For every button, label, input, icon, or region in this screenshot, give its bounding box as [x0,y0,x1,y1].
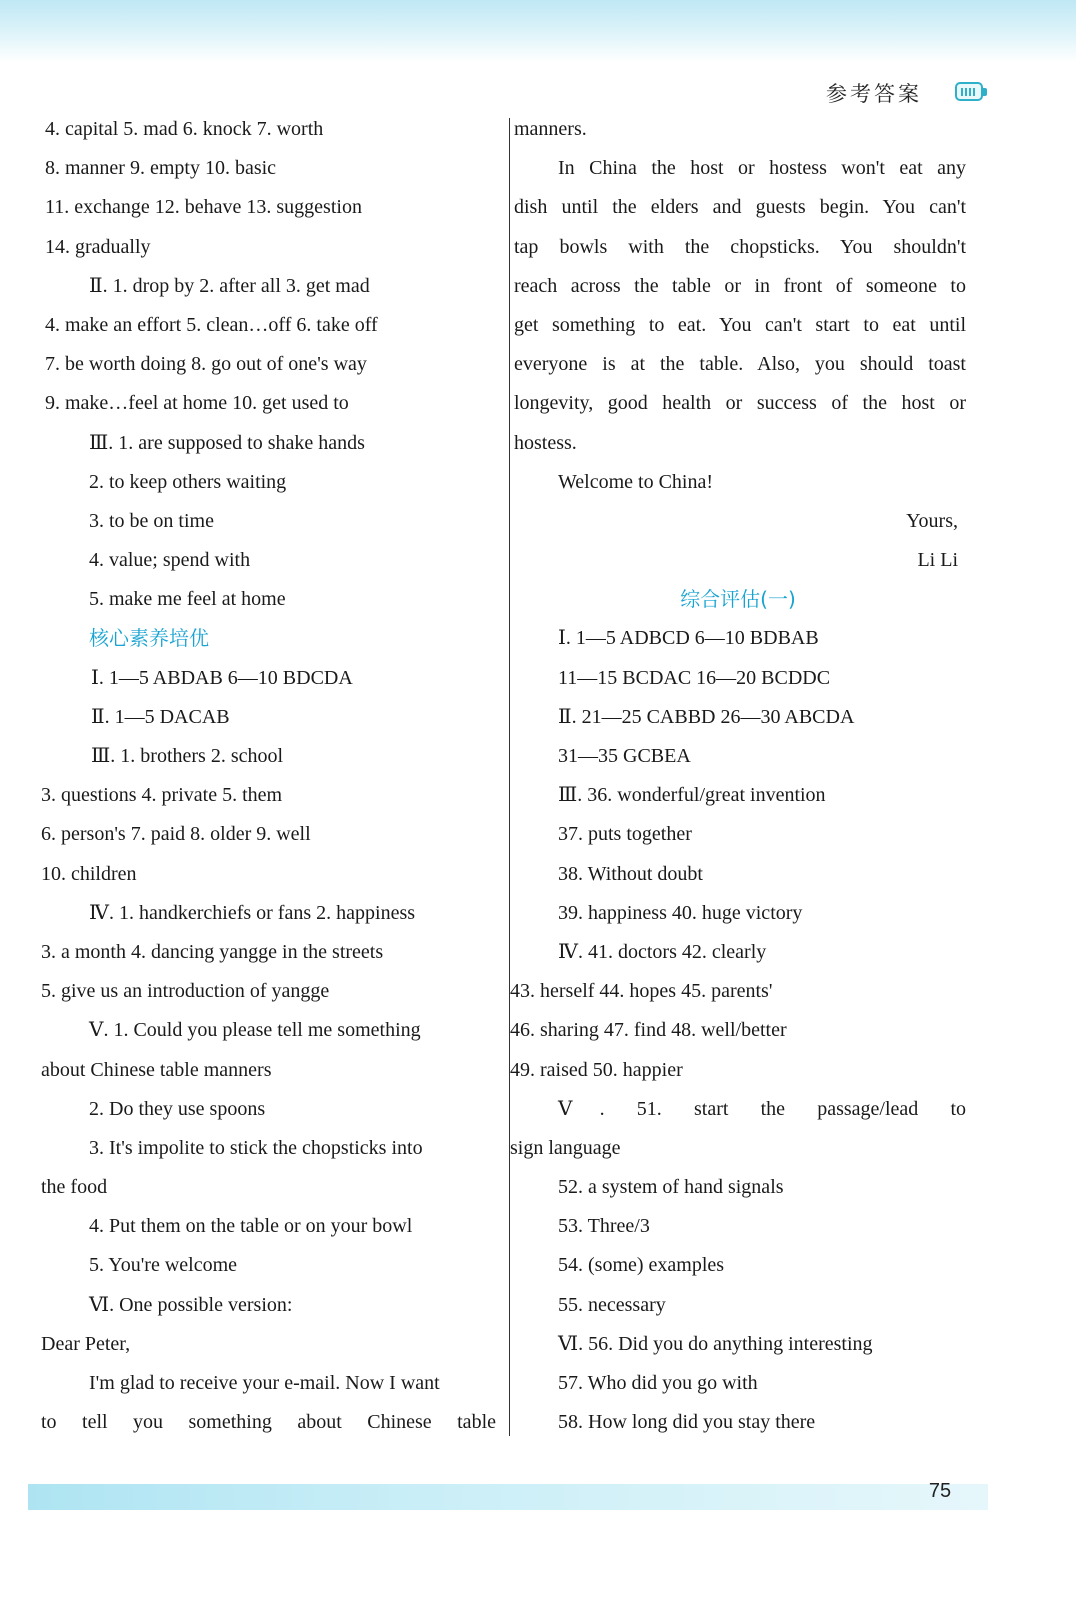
letter-line: tap bowls with the chopsticks. You shouldn't [514,235,966,258]
left-column [41,110,496,1442]
answer-line: 2. to keep others waiting [89,470,287,493]
letter-salutation: Dear Peter, [41,1332,131,1355]
answer-line: 43. herself 44. hopes 45. parents' [510,980,773,1003]
answer-line: 9. make…feel at home 10. get used to [45,392,349,415]
letter-closing: Yours, [906,509,958,532]
answer-line: 4. Put them on the table or on your bowl [89,1215,413,1238]
answer-line: 11—15 BCDAC 16—20 BCDDC [558,666,831,689]
answer-line: 57. Who did you go with [558,1372,758,1394]
answer-line: 6. person's 7. paid 8. older 9. well [41,823,311,846]
answer-line: 4. capital 5. mad 6. knock 7. worth [45,118,324,140]
right-column [510,110,966,1442]
answer-line: 3. questions 4. private 5. them [41,784,283,807]
answer-line: 4. value; spend with [89,549,251,572]
section-line: Ⅴ. 51. start the passage/lead to [558,1097,966,1120]
answer-line: 3. It's impolite to stick the chopsticks into [89,1136,423,1159]
letter-line: dish until the elders and guests begin. You can't [514,196,966,219]
section-line: Ⅵ. One possible version: [89,1293,293,1316]
answer-line: the food [41,1176,108,1199]
section-line: Ⅱ. 1. drop by 2. after all 3. get mad [89,274,370,297]
section-heading: 综合评估(一) [680,587,796,612]
section-heading: 核心素养培优 [89,626,209,651]
letter-line: In China the host or hostess won't eat any [558,157,966,180]
section-line: Ⅵ. 56. Did you do anything interesting [558,1332,873,1355]
answer-line: 3. a month 4. dancing yangge in the streets [41,940,384,963]
answer-line: about Chinese table manners [41,1058,272,1081]
answer-line: 38. Without doubt [558,862,703,885]
answer-line: 5. give us an introduction of yangge [41,980,330,1003]
section-line: Ⅳ. 41. doctors 42. clearly [558,940,767,963]
answer-line: 10. children [41,862,137,885]
section-line: Ⅰ. 1—5 ADBCD 6—10 BDBAB [558,627,819,650]
section-line: Ⅱ. 1—5 DACAB [91,705,230,728]
letter-line: everyone is at the table. Also, you should toast [514,353,966,376]
letter-line: I'm glad to receive your e-mail. Now I want [89,1372,440,1394]
section-line: Ⅴ. 1. Could you please tell me something [89,1019,421,1042]
answer-line: 58. How long did you stay there [558,1411,816,1434]
answer-line: 5. You're welcome [89,1254,238,1277]
answer-line: 7. be worth doing 8. go out of one's way [45,353,367,376]
answer-line: 53. Three/3 [558,1215,650,1238]
section-line: Ⅳ. 1. handkerchiefs or fans 2. happiness [89,901,416,924]
answer-line: 8. manner 9. empty 10. basic [45,157,277,180]
answer-line: 2. Do they use spoons [89,1097,266,1120]
answer-line: 55. necessary [558,1293,666,1316]
section-line: Ⅲ. 1. brothers 2. school [91,745,284,767]
answer-line: 14. gradually [45,235,151,258]
answer-line: sign language [510,1136,621,1159]
section-line: Ⅲ. 36. wonderful/great invention [558,784,826,807]
header-title: 参考答案 [826,82,922,106]
answer-line: 31—35 GCBEA [558,745,691,767]
answer-line: 46. sharing 47. find 48. well/better [510,1019,787,1042]
answer-line: 4. make an effort 5. clean…off 6. take off [45,313,378,336]
answer-line: 11. exchange 12. behave 13. suggestion [45,196,362,219]
answer-line: 39. happiness 40. huge victory [558,901,803,924]
page-number: 75 [928,1480,952,1502]
section-line: Ⅲ. 1. are supposed to shake hands [89,431,365,454]
answer-line: 54. (some) examples [558,1254,725,1277]
letter-line: reach across the table or in front of someone to [514,274,966,297]
answer-line: 5. make me feel at home [89,588,286,611]
letter-signature: Li Li [917,549,958,572]
section-line: Ⅰ. 1—5 ABDAB 6—10 BDCDA [91,666,353,689]
bottom-decorative-band [28,1484,988,1510]
top-decorative-band [0,0,1076,62]
letter-line: Welcome to China! [558,470,714,493]
answer-line: 37. puts together [558,823,692,846]
answer-line: 49. raised 50. happier [510,1058,683,1081]
letter-line: to tell you something about Chinese table [41,1411,496,1434]
answer-line: 52. a system of hand signals [558,1176,784,1199]
section-line: Ⅱ. 21—25 CABBD 26—30 ABCDA [558,705,855,728]
answer-line: 3. to be on time [89,509,214,532]
letter-line: hostess. [514,431,577,454]
letter-line: manners. [514,118,587,140]
letter-line: get something to eat. You can't start to eat until [514,313,966,336]
letter-line: longevity, good health or success of the host or [514,392,966,415]
battery-icon [955,82,983,101]
